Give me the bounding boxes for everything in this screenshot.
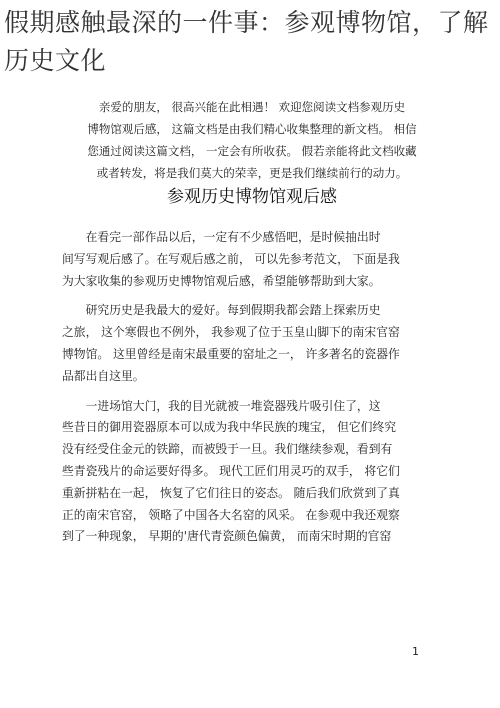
- paragraph-line: 正的南宋官窑， 领略了中国各大名窑的风采。 在参观中我还观察: [62, 507, 400, 522]
- paragraph-line: 博物馆。 这里曾经是南宋最重要的窑址之一， 许多著名的瓷器作: [62, 346, 400, 361]
- paragraph-line: 间写写观后感了。在写观后感之前， 可以先参考范文， 下面是我: [62, 251, 400, 266]
- intro-line: 您通过阅读这篇文档， 一定会有所收获。 假若亲能将此文档收藏: [87, 144, 417, 158]
- paragraph-line: 在看完一部作品以后，一定有不少感悟吧，是时候抽出时: [85, 230, 381, 244]
- intro-line: 或者转发，将是我们莫大的荣幸，更是我们继续前行的动力。: [96, 166, 408, 180]
- intro-line: 亲爱的朋友， 很高兴能在此相遇！ 欢迎您阅读文档参观历史: [98, 100, 406, 114]
- paragraph-line: 品都出自这里。: [62, 368, 145, 383]
- paragraph: [62, 227, 442, 292]
- paragraph-line: 没有经受住金元的铁蹄，而被毁于一旦。我们继续参观，看到有: [62, 442, 393, 457]
- intro-line: 博物馆观后感， 这篇文档是由我们精心收集整理的新文档。 相信: [87, 122, 417, 136]
- document-page: [62, 96, 442, 556]
- intro-block: [62, 96, 442, 184]
- document-title: 参观历史博物馆观后感: [167, 187, 337, 207]
- paragraph-line: 之旅， 这个寒假也不例外， 我参观了位于玉皇山脚下的南宋官窑: [62, 325, 400, 340]
- paragraph-line: 重新拼粘在一起， 恢复了它们往日的姿态。 随后我们欣赏到了真: [62, 485, 400, 500]
- paragraph-line: 到了一种现象， 早期的'唐代青瓷颜色偏黄， 而南宋时期的官窑: [62, 529, 392, 544]
- page-number: 1: [412, 645, 419, 658]
- paragraph-line: 为大家收集的参观历史博物馆观后感，希望能够帮助到大家。: [62, 273, 381, 288]
- paragraph-line: 些昔日的御用瓷器原本可以成为我中华民族的瑰宝， 但它们终究: [62, 420, 397, 435]
- paragraph-line: 一进场馆大门，我的目光就被一堆瓷器残片吸引住了，这: [85, 398, 381, 413]
- paragraph-line: 研究历史是我最大的爱好。每到假期我都会踏上探索历史: [85, 303, 381, 318]
- header-title: 假期感触最深的一件事：参观博物馆，了解历史文化: [4, 8, 489, 75]
- paragraph: [62, 300, 442, 387]
- paragraph: [62, 396, 442, 549]
- paragraph-line: 些青瓷残片的命运要好得多。 现代工匠们用灵巧的双手， 将它们: [62, 463, 400, 478]
